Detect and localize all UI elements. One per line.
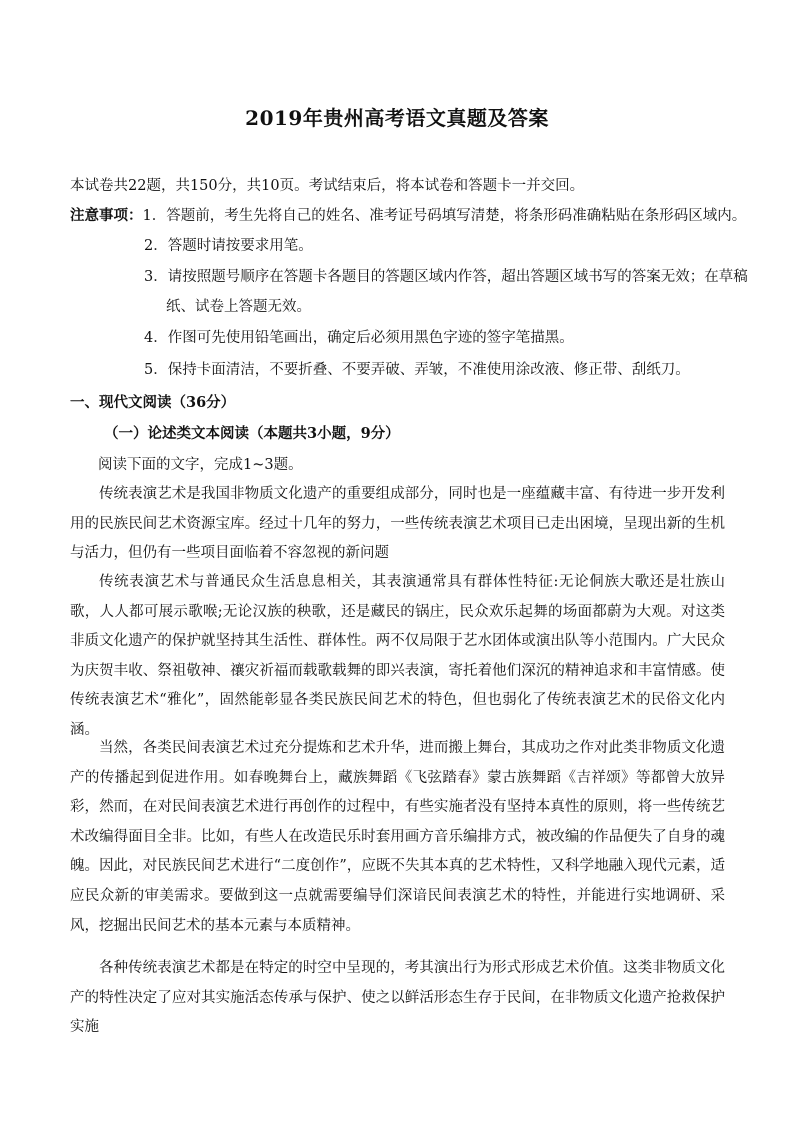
- notice-row-1: [70, 206, 746, 226]
- section-heading: 一、现代文阅读（36分）: [70, 394, 236, 411]
- notice-item-3-continued: 纸、试卷上答题无效。: [166, 299, 311, 315]
- notice-item-1: 1．答题前，考生先将自己的姓名、准考证号码填写清楚，将条形码准确粘贴在条形码区域内。: [142, 208, 747, 224]
- notice-item-2: 2．答题时请按要求用笔。: [144, 238, 313, 254]
- document-title: 2019年贵州高考语文真题及答案: [245, 106, 549, 130]
- notice-label: 注意事项：: [70, 207, 143, 224]
- reading-prompt: 阅读下面的文字，完成1~3题。: [98, 457, 303, 473]
- notice-item-3: 3．请按照题号顺序在答题卡各题目的答题区域内作答，超出答题区域书写的答案无效；在草稿: [144, 269, 748, 285]
- body-paragraph-1: 传统表演艺术是我国非物质文化遗产的重要组成部分，同时也是一座蕴藏丰富、有待进一步开发利用的民族民间艺术资源宝库。经过十几年的努力，一些传统表演艺术项目已走出困境，呈现出新的生机与活力，但仍有一些项目面临着不容忽视的新问题: [70, 486, 725, 562]
- notice-item-5: 5．保持卡面清洁，不要折叠、不要弄破、弄皱，不准使用涂改液、修正带、刮纸刀。: [144, 362, 690, 378]
- notice-item-4: 4．作图可先使用铅笔画出，确定后必须用黑色字迹的签字笔描黑。: [144, 330, 574, 346]
- body-paragraph-4: 各种传统表演艺术都是在特定的时空中呈现的，考其演出行为形式形成艺术价值。这类非物质文化产的特性决定了应对其实施活态传承与保护、使之以鲜活形态生存于民间，在非物质文化遗产抢救保护实施: [70, 960, 725, 1036]
- exam-intro: 本试卷共22题，共150分，共10页。考试结束后，将本试卷和答题卡一并交回。: [70, 178, 585, 194]
- body-paragraph-3: 当然，各类民间表演艺术过充分提炼和艺术升华，进而搬上舞台，其成功之作对此类非物质文化遗产的传播起到促进作用。如春晚舞台上，藏族舞蹈《飞弦踏春》蒙古族舞蹈《吉祥颂》等都曾大放异彩，然而，在对民间表演艺术进行再创作的过程中，有些实施者没有坚持本真性的原则，将一些传统艺术改编得面目全非。比如，有些人在改造民乐时套用画方音乐编排方式，被改编的作品便失了自身的魂魄。因此，对民族民间艺术进行“二度创作”，应既不失其本真的艺术特性，又科学地融入现代元素，适应民众新的审美需求。要做到这一点就需要编导们深谙民间表演艺术的特性，并能进行实地调研、采风，挖掘出民间艺术的基本元素与本质精神。: [70, 740, 725, 934]
- body-paragraph-2: 传统表演艺术与普通民众生活息息相关，其表演通常具有群体性特征:无论侗族大歌还是壮族山歌，人人都可展示歌喉;无论汉族的秧歌，还是藏民的锅庄，民众欢乐起舞的场面都蔚为大观。对这类非质文化遗产的保护就坚持其生活性、群体性。两不仅局限于艺水团体或演出队等小范围内。广大民众为庆贺丰收、祭祖敬神、禳灾祈福而载歌载舞的即兴表演，寄托着他们深沉的精神追求和丰富情感。使传统表演艺术“雅化”，固然能彰显各类民族民间艺术的特色，但也弱化了传统表演艺术的民俗文化内涵。: [70, 574, 725, 738]
- subsection-heading: （一）论述类文本阅读（本题共3小题，9分）: [104, 425, 400, 442]
